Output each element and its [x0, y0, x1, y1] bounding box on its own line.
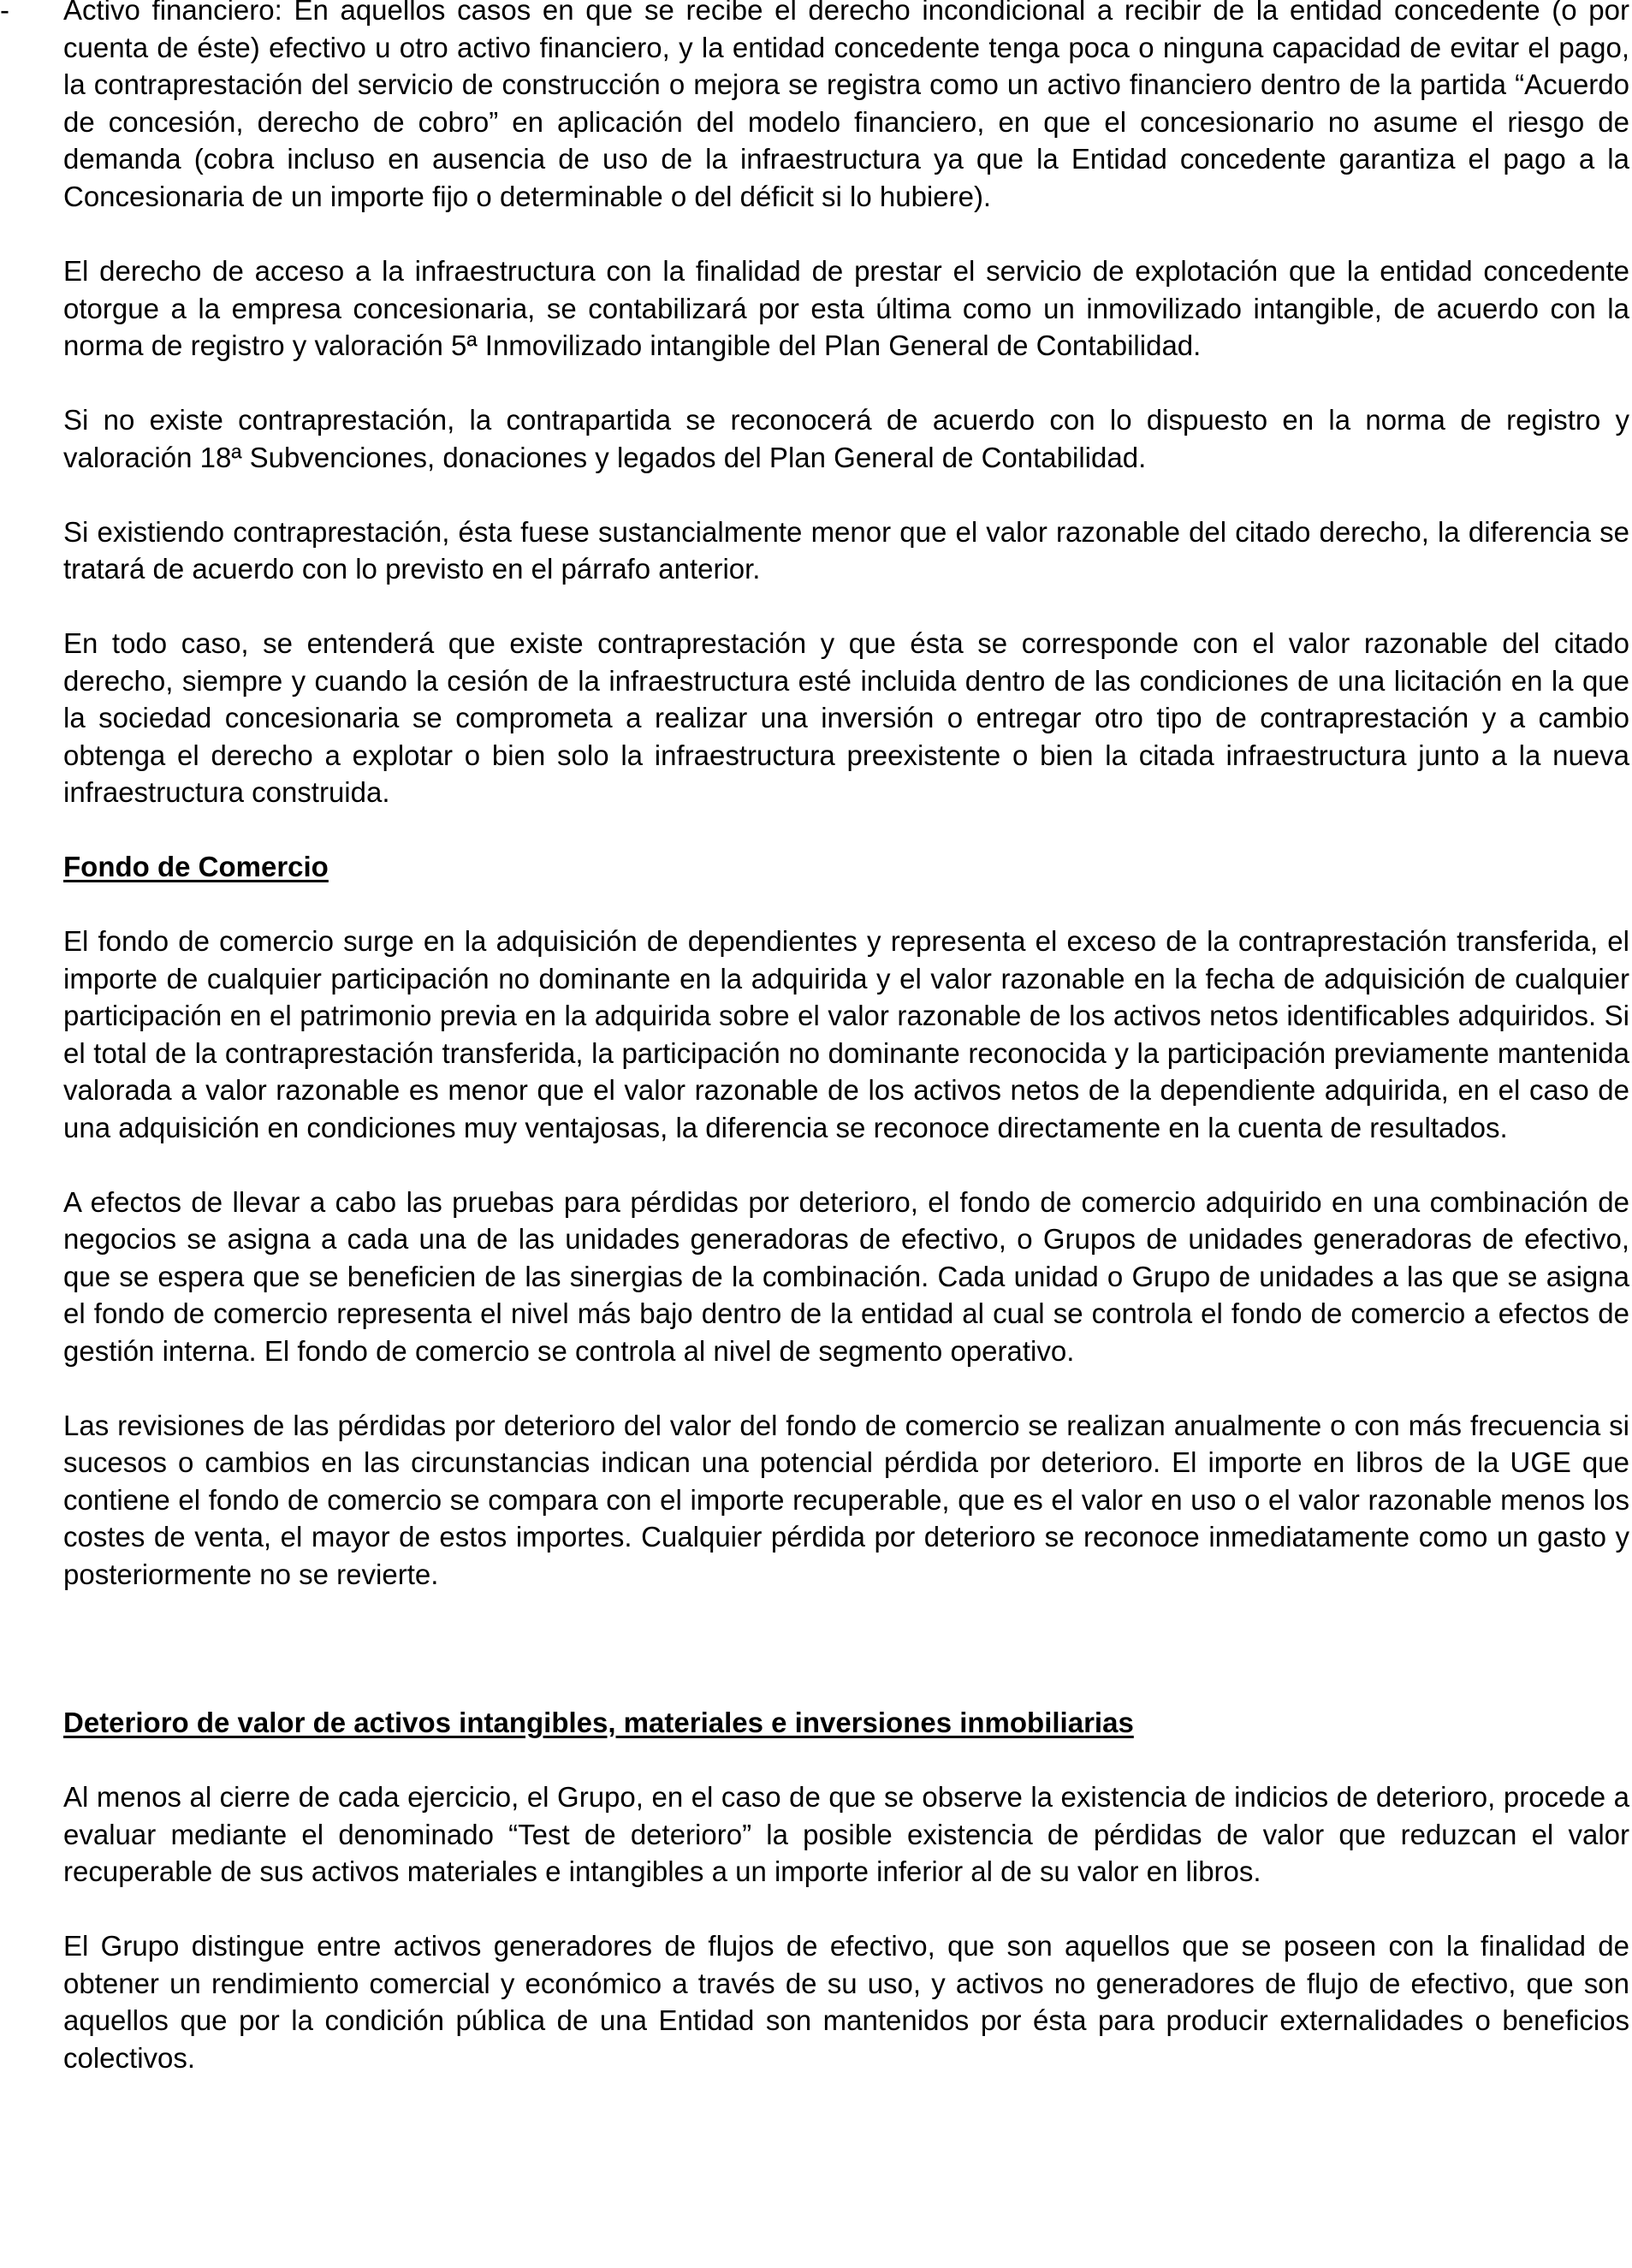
paragraph-contraprestacion-menor: Si existiendo contraprestación, ésta fuese sustancialmente menor que el valor razonable del citado derecho, la diferencia se tratará de acuerdo con lo previsto en el párrafo anterior.: [63, 515, 1629, 585]
paragraph-fondo-comercio-definicion: El fondo de comercio surge en la adquisición de dependientes y representa el exceso de la contraprestación transferida, el importe de cualquier participación no dominante en la adquirida y el valor razonable en la fecha de adquisición de cualquier participación en el patrimonio previa en la adquirida sobre el valor razonable de los activos netos identificables adquiridos. Si el total de la contraprestación transferida, la participación no dominante reconocida y la participación previamente mantenida valorada a valor razonable es menor que el valor razonable de los activos netos de la dependiente adquirida, en el caso de una adquisición en condiciones muy ventajosas, la diferencia se reconoce directamente en la cuenta de resultados.: [63, 925, 1629, 1143]
paragraph-test-deterioro: Al menos al cierre de cada ejercicio, el Grupo, en el caso de que se observe la existencia de indicios de deterioro, procede a evaluar mediante el denominado “Test de deterioro” la posible existencia de pérdidas de valor que reduzcan el valor recuperable de sus activos materiales e intangibles a un importe inferior al de su valor en libros.: [63, 1781, 1629, 1887]
paragraph-derecho-acceso: El derecho de acceso a la infraestructura con la finalidad de prestar el servicio de explotación que la entidad concedente otorgue a la empresa concesionaria, se contabilizará por esta última como un inmovilizado intangible, de acuerdo con la norma de registro y valoración 5ª Inmovilizado intangible del Plan General de Contabilidad.: [63, 255, 1629, 361]
paragraph-activo-financiero: Activo financiero: En aquellos casos en que se recibe el derecho incondicional a recibir de la entidad concedente (o por cuenta de éste) efectivo u otro activo financiero, y la entidad concedente tenga poca o ninguna capacidad de evitar el pago, la contraprestación del servicio de construcción o mejora se registra como un activo financiero dentro de la partida “Acuerdo de concesión, derecho de cobro” en aplicación del modelo financiero, en que el concesionario no asume el riesgo de demanda (cobra incluso en ausencia de uso de la infraestructura ya que la Entidad concedente garantiza el pago a la Concesionaria de un importe fijo o determinable o del déficit si lo hubiere).: [63, 0, 1629, 212]
paragraph-sin-contraprestacion: Si no existe contraprestación, la contrapartida se reconocerá de acuerdo con lo dispuesto en la norma de registro y valoración 18ª Subvenciones, donaciones y legados del Plan General de Contabilidad.: [63, 404, 1629, 473]
heading-deterioro-valor-activos: Deterioro de valor de activos intangibles, materiales e inversiones inmobiliarias: [63, 1707, 1134, 1738]
paragraph-activos-generadores: El Grupo distingue entre activos generadores de flujos de efectivo, que son aquellos que se poseen con la finalidad de obtener un rendimiento comercial y económico a través de su uso, y activos no generadores de flujo de efectivo, que son aquellos que por la condición pública de una Entidad son mantenidos por ésta para producir externalidades o beneficios colectivos.: [63, 1930, 1629, 2074]
list-item: [0, 0, 1629, 223]
paragraph-pruebas-deterioro: A efectos de llevar a cabo las pruebas para pérdidas por deterioro, el fondo de comercio adquirido en una combinación de negocios se asigna a cada una de las unidades generadoras de efectivo, o Grupos de unidades generadoras de efectivo, que se espera que se beneficien de las sinergias de la combinación. Cada unidad o Grupo de unidades a las que se asigna el fondo de comercio representa el nivel más bajo dentro de la entidad al cual se controla el fondo de comercio a efectos de gestión interna. El fondo de comercio se controla al nivel de segmento operativo.: [63, 1185, 1629, 1367]
paragraph-revisiones-perdidas: Las revisiones de las pérdidas por deterioro del valor del fondo de comercio se realizan anualmente o con más frecuencia si sucesos o cambios en las circunstancias indican una potencial pérdida por deterioro. El importe en libros de la UGE que contiene el fondo de comercio se compara con el importe recuperable, que es el valor en uso o el valor razonable menos los costes de venta, el mayor de estos importes. Cualquier pérdida por deterioro se reconoce inmediatamente como un gasto y posteriormente no se revierte.: [63, 1409, 1629, 1590]
paragraph-en-todo-caso: En todo caso, se entenderá que existe contraprestación y que ésta se corresponde con el valor razonable del citado derecho, siempre y cuando la cesión de la infraestructura esté incluida dentro de las condiciones de una licitación en la que la sociedad concesionaria se comprometa a realizar una inversión o entregar otro tipo de contraprestación y a cambio obtenga el derecho a explotar o bien solo la infraestructura preexistente o bien la citada infraestructura junto a la nueva infraestructura construida.: [63, 627, 1629, 808]
list-bullet: -: [0, 0, 9, 26]
heading-fondo-de-comercio: Fondo de Comercio: [63, 851, 329, 882]
